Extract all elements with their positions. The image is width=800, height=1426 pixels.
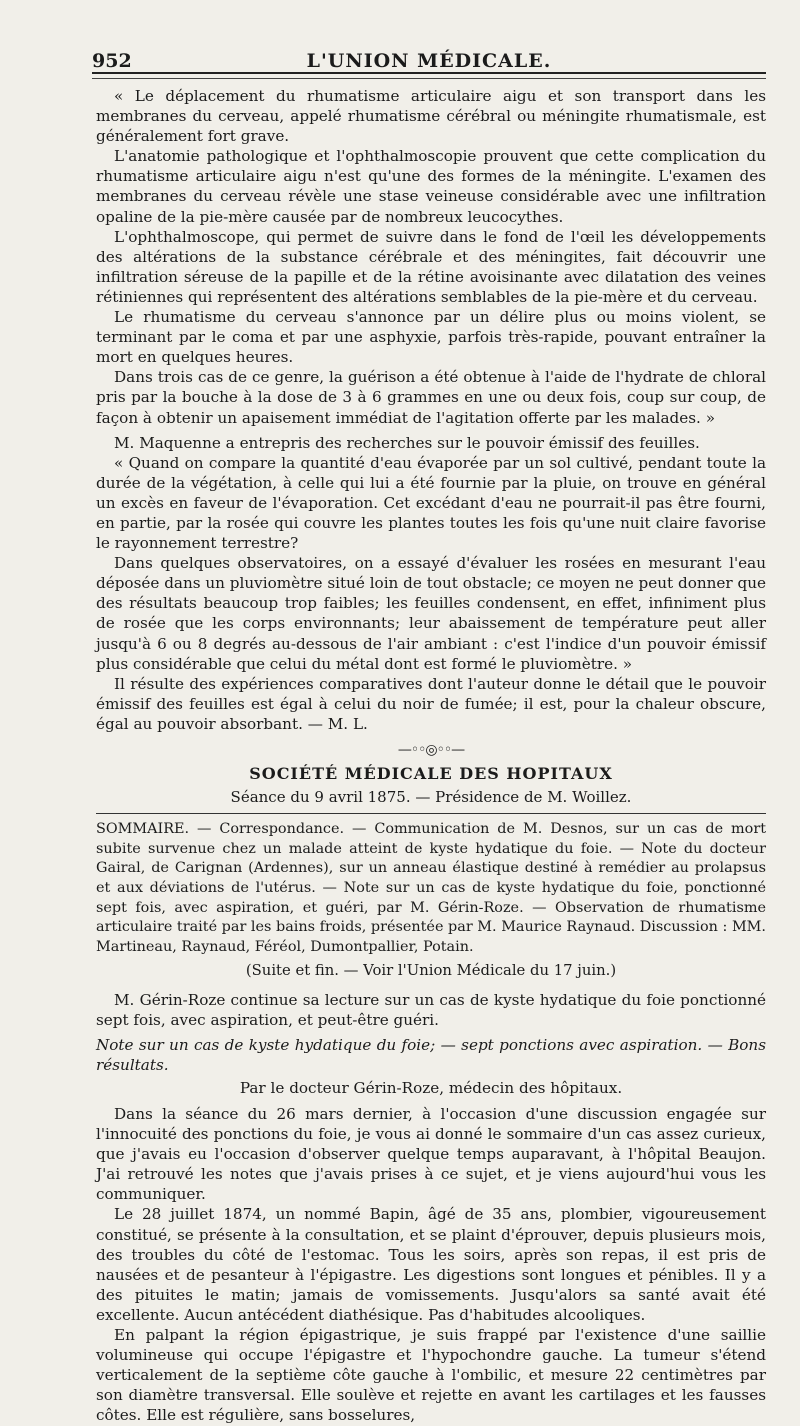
article-title: Note sur un cas de kyste hydatique du foie; — sept ponctions avec aspiration. — Bons résultats. — [96, 1035, 766, 1074]
article-byline: Par le docteur Gérin-Roze, médecin des hôpitaux. — [239, 1078, 623, 1097]
paragraph-resultat: Il résulte des expériences comparatives dont l'auteur donne le détail que le pouvoir émissif des feuilles est égal à celui du noir de fumée; il est, pour la chaleur obscure, égal au pouvoir absorbant. — M. L. — [96, 674, 766, 733]
paragraph-observatoires: Dans quelques observatoires, on a essayé d'évaluer les rosées en mesurant l'eau déposée dans un pluviomètre situé loin de tout obstacle; ce moyen ne peut donner que des résultats beaucoup trop faibles; les feuilles condensent, en effet, infiniment plus de rosée que les corps environnants; leur abaissement de température peut aller jusqu'à 6 ou 8 degrés au-dessous de l'air ambiant : c'est l'indice d'un pouvoir émissif plus considérable que celui du métal dont est formé le pluviomètre. » — [96, 554, 766, 673]
sommaire: SOMMAIRE. — Correspondance. — Communication de M. Desnos, sur un cas de mort subite survenue chez un malade atteint de kyste hydatique du foie. — Note du docteur Gairal, de Carignan (Ardennes), sur un anneau élastique destiné à remédier au prolapsus et aux déviations de l'utérus. — Note sur un cas de kyste hydatique du foie, ponctionné sept fois, avec aspiration, et guéri, par M. Gérin-Roze. — Observation de rhumatisme articulaire traité par les bains froids, présentée par M. Maurice Raynaud. Discussion : MM. Martineau, Raynaud, Féréol, Dumontpallier, Potain. — [96, 821, 766, 955]
article-paragraph-3: En palpant la région épigastrique, je suis frappé par l'existence d'une saillie volumineuse qui occupe l'épigastre et l'hypochondre gauche. La tumeur s'étend verticalement de la septième côte gauche à l'ombilic, et mesure 22 centimètres par son diamètre transversal. Elle soulève et rejette en avant les cartilages et les fausses côtes. Elle est régulière, sans bosselures, — [96, 1326, 766, 1425]
page-number: 952 — [92, 50, 132, 72]
article-paragraph-1: Dans la séance du 26 mars dernier, à l'occasion d'une discussion engagée sur l'innocuité des ponctions du foie, je vous ai donné le sommaire d'un cas assez curieux, que j'avais eu l'occasion d'observer quelque temps auparavant, à l'hôpital Beaujon. J'ai retrouvé les notes que j'avais prises à ce sujet, et je viens aujourd'hui vous les communiquer. — [96, 1105, 766, 1204]
running-header — [92, 44, 766, 74]
page-body — [96, 86, 766, 1426]
paragraph-maquenne: M. Maquenne a entrepris des recherches sur le pouvoir émissif des feuilles. — [114, 433, 700, 452]
article-paragraph-2: Le 28 juillet 1874, un nommé Bapin, âgé de 35 ans, plombier, vigoureusement constitué, se présente à la consultation, et se plaint d'éprouver, depuis plusieurs mois, des troubles du côté de l'estomac. Tous les soirs, après son repas, il est pris de nausées et de pesanteur à l'épigastre. Les digestions sont longues et pénibles. Il y a des pituites le matin; jamais de vomissements. Jusqu'alors sa santé avait été excellente. Aucun antécédent diathésique. Pas d'habitudes alcooliques. — [96, 1205, 766, 1324]
section-ornament — [96, 740, 766, 760]
header-rule — [92, 78, 766, 79]
paragraph-rhumatisme-intro: « Le déplacement du rhumatisme articulaire aigu et son transport dans les membranes du cerveau, appelé rhumatisme cérébral ou méningite rhumatismale, est généralement fort grave. — [96, 87, 766, 146]
paragraph-chloral: Dans trois cas de ce genre, la guérison a été obtenue à l'aide de l'hydrate de chloral pris par la bouche à la dose de 3 à 6 grammes en une ou deux fois, coup sur coup, de façon à obtenir un apaisement immédiat de l'agitation offerte par les malades. » — [96, 368, 766, 427]
continuation-note: (Suite et fin. — Voir l'Union Médicale du 17 juin.) — [245, 962, 617, 980]
running-title: L'UNION MÉDICALE. — [306, 50, 552, 72]
section-rule — [96, 813, 766, 814]
paragraph-ophthalmoscope: L'ophthalmoscope, qui permet de suivre dans le fond de l'œil les développements des altérations de la substance cérébrale et des méningites, fait découvrir une infiltration séreuse de la papille et de la rétine avoisinante avec dilatation des veines rétiniennes qui représentent des altérations semblables de la pie-mère et du cerveau. — [96, 227, 766, 306]
article-intro: M. Gérin-Roze continue sa lecture sur un cas de kyste hydatique du foie ponctionné sept fois, avec aspiration, et peut-être guéri. — [96, 990, 766, 1029]
paragraph-anatomie: L'anatomie pathologique et l'ophthalmoscopie prouvent que cette complication du rhumatisme articulaire aigu n'est qu'une des formes de la méningite. L'examen des membranes du cerveau révèle une stase veineuse considérable avec une infiltration opaline de la pie-mère causée par de nombreux leucocythes. — [96, 147, 766, 226]
paragraph-rhumatisme-cerveau: Le rhumatisme du cerveau s'annonce par un délire plus ou moins violent, se terminant par le coma et par une asphyxie, parfois très-rapide, pouvant entraîner la mort en quelques heures. — [96, 308, 766, 367]
paragraph-evaporation: « Quand on compare la quantité d'eau évaporée par un sol cultivé, pendant toute la durée de la végétation, à celle qui lui a été fournie par la pluie, on trouve en général un excès en faveur de l'évaporation. Cet excédant d'eau ne pourrait-il pas être fourni, en partie, par la rosée qui couvre les plantes toutes les fois qu'une nuit claire favorise le rayonnement terrestre? — [96, 453, 766, 553]
section-title: SOCIÉTÉ MÉDICALE DES HOPITAUX — [249, 764, 613, 784]
ornament-glyphs: —◦◦◎◦◦— — [397, 742, 465, 758]
meeting-line: Séance du 9 avril 1875. — Présidence de M. Woillez. — [230, 788, 632, 807]
